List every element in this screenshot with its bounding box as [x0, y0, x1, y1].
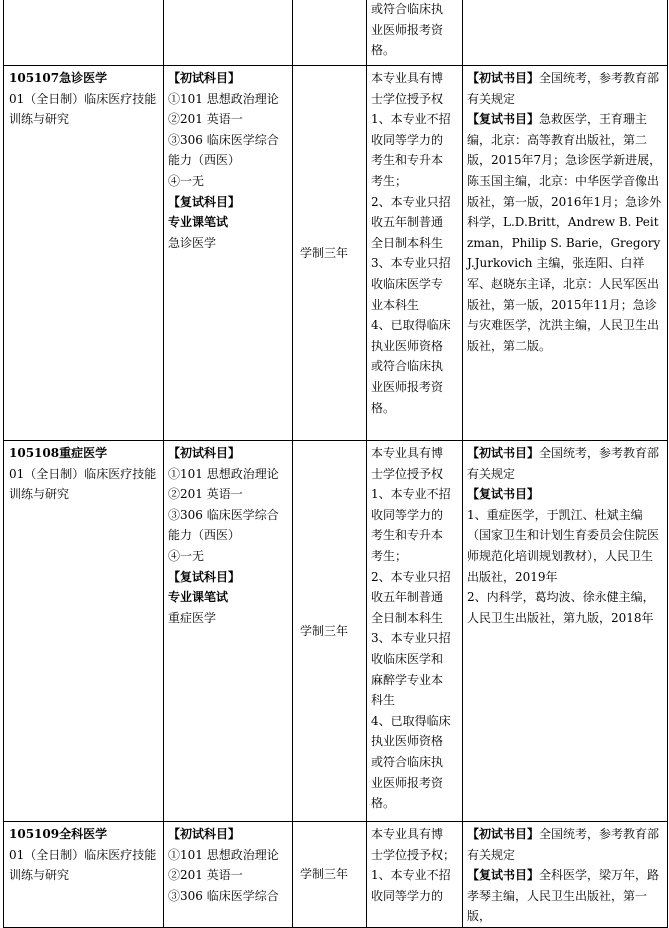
requirement-line: 1、本专业不招 [371, 487, 451, 502]
table-row [4, 0, 668, 66]
program-cell [4, 0, 164, 66]
book-text: 全国统考，参考教育部有关规定 [467, 71, 660, 106]
program-direction: 01（全日制）临床医疗技能训练与研究 [9, 466, 157, 502]
duration-cell: 学制三年 [293, 822, 367, 928]
requirements-cell [367, 0, 463, 66]
requirements-cell [367, 66, 463, 441]
duration-cell: 学制三年 [293, 66, 367, 441]
books-cell [463, 0, 668, 66]
program-title: 105108重症医学 [9, 446, 108, 460]
requirement-line: 业医师报考资 [371, 379, 444, 394]
requirement-line: 格。 [371, 400, 396, 415]
requirement-line: 考生； [371, 173, 408, 188]
book-text: 全科医学，梁万年，路孝琴主编，人民卫生出版社，第一版， [467, 868, 660, 924]
requirement-line: 士学位授予权 [371, 466, 444, 481]
subject-item: ③306 临床医学综合 [168, 888, 279, 903]
book-label: 【初试书目】 [467, 827, 540, 841]
requirement-line: 士学位授予权 [371, 91, 444, 106]
book-label: 【复试书目】 [467, 112, 540, 127]
requirement-line: 业医师报考资 [371, 775, 444, 790]
requirement-line: 本专业具有博 [371, 446, 444, 460]
table-row [4, 66, 668, 441]
requirement-line: 业医师报考资 [371, 22, 444, 37]
subject-item: 急诊医学 [168, 235, 217, 250]
requirement-line: 格。 [371, 43, 396, 58]
table-row [4, 441, 668, 822]
book-paragraph [467, 865, 663, 927]
book-text: 2、内科学，葛均波、徐永健主编，人民卫生出版社，第九版，2018年 [467, 590, 655, 625]
subject-item: ③306 临床医学综合能力（西医） [168, 132, 279, 168]
subject-heading: 【初试科目】 [168, 446, 241, 460]
duration-cell: 学制三年 [293, 441, 367, 822]
requirement-line: 或符合临床执 [371, 754, 444, 769]
requirement-line: 考生； [371, 548, 408, 563]
program-direction: 01（全日制）临床医疗技能训练与研究 [9, 847, 157, 883]
requirement-line: 全日制本科生 [371, 235, 444, 250]
requirement-line: 执业医师资格 [371, 338, 444, 353]
requirement-line: 收同等学力的 [371, 507, 444, 522]
requirement-line: 收五年制普通 [371, 590, 444, 605]
requirement-line: 2、本专业只招 [371, 194, 451, 209]
requirement-line: 本专业具有博 [371, 71, 444, 85]
book-paragraph [467, 505, 663, 587]
program-title: 105107急诊医学 [9, 71, 108, 85]
program-table [3, 0, 668, 928]
books-cell [463, 441, 668, 822]
requirements-cell [367, 441, 463, 822]
book-label: 【初试书目】 [467, 446, 540, 460]
requirement-line: 或符合临床执 [371, 2, 444, 16]
subject-heading: 【初试科目】 [168, 827, 241, 841]
subject-item: 重症医学 [168, 610, 217, 625]
requirement-line: 收同等学力的 [371, 888, 444, 903]
subjects-cell [164, 0, 293, 66]
requirement-line: 士学位授予权； [371, 847, 456, 862]
requirement-line: 考生和专升本 [371, 153, 444, 168]
requirement-line: 1、本专业不招 [371, 868, 451, 883]
book-text: 1、重症医学，于凯江、杜斌主编（国家卫生和计划生育委员会住院医师规范化培训规划教材），人民卫生出版社，2019年 [467, 507, 660, 584]
duration-cell [293, 0, 367, 66]
requirement-line: 3、本专业只招 [371, 256, 451, 271]
subject-heading: 【复试科目】 [168, 194, 241, 209]
requirement-line: 收五年制普通 [371, 215, 444, 230]
requirement-line: 或符合临床执 [371, 359, 444, 374]
requirements-cell [367, 822, 463, 928]
requirement-line: 收同等学力的 [371, 132, 444, 147]
requirement-line: 1、本专业不招 [371, 112, 451, 127]
books-cell [463, 66, 668, 441]
program-title: 105109全科医学 [9, 827, 108, 841]
subject-heading: 【复试科目】 [168, 569, 241, 584]
subjects-cell [164, 822, 293, 928]
subjects-cell [164, 66, 293, 441]
subjects-cell [164, 441, 293, 822]
book-label: 【初试书目】 [467, 71, 540, 85]
book-paragraph [467, 68, 663, 109]
subject-item: ①101 思想政治理论 [168, 91, 279, 106]
requirement-line: 收临床医学和 [371, 651, 444, 666]
book-label: 【复试书目】 [467, 868, 540, 883]
book-paragraph [467, 109, 663, 356]
book-label: 【复试书目】 [467, 487, 540, 502]
requirement-line: 2、本专业只招 [371, 569, 451, 584]
subject-item: ①101 思想政治理论 [168, 466, 279, 481]
requirement-line: 麻醉学专业本 [371, 672, 444, 687]
subject-heading: 【初试科目】 [168, 71, 241, 85]
subject-item: ②201 英语一 [168, 487, 243, 502]
subject-item: ①101 思想政治理论 [168, 847, 279, 862]
book-paragraph [467, 587, 663, 628]
requirement-line: 考生和专升本 [371, 528, 444, 543]
requirement-line: 收临床医学专 [371, 276, 444, 291]
requirement-line: 3、本专业只招 [371, 631, 451, 646]
program-direction: 01（全日制）临床医疗技能训练与研究 [9, 91, 157, 127]
book-text: 全国统考，参考教育部有关规定 [467, 446, 660, 481]
requirement-line: 执业医师资格 [371, 734, 444, 749]
book-paragraph [467, 484, 663, 505]
requirement-line: 科生 [371, 693, 396, 708]
subject-item: 专业课笔试 [168, 215, 229, 230]
subject-item: ③306 临床医学综合能力（西医） [168, 507, 279, 543]
books-cell [463, 822, 668, 928]
subject-item: ②201 英语一 [168, 868, 243, 883]
book-text: 全国统考，参考教育部有关规定 [467, 827, 660, 862]
table-row [4, 822, 668, 928]
subject-item: 专业课笔试 [168, 590, 229, 605]
requirement-line: 全日制本科生 [371, 610, 444, 625]
subject-item: ④一无 [168, 173, 205, 188]
requirement-line: 格。 [371, 796, 396, 811]
book-paragraph [467, 443, 663, 484]
requirement-line: 4、已取得临床 [371, 713, 451, 728]
book-paragraph [467, 824, 663, 865]
program-cell [4, 822, 164, 928]
program-cell [4, 66, 164, 441]
subject-item: ④一无 [168, 548, 205, 563]
subject-item: ②201 英语一 [168, 112, 243, 127]
program-cell [4, 441, 164, 822]
requirement-line: 本专业具有博 [371, 827, 444, 841]
requirement-line: 业本科生 [371, 297, 420, 312]
requirement-line: 4、已取得临床 [371, 318, 451, 333]
book-text: 急救医学，王育珊主编，北京：高等教育出版社，第二版，2015年7月；急诊医学新进展，陈玉国主编，北京：中华医学音像出版社，第一版，2016年1月；急诊外科学，L.D.Britt，Andrew B. Peitzman，Philip S. Barie，Gregory J.Jurkovich 主编，张连阳、白祥军、赵晓东主译，北京：人民军医出版社，第一版，2015年11月；急诊与灾难医学，沈洪主编，人民卫生出版社，第二版。 [467, 112, 665, 353]
